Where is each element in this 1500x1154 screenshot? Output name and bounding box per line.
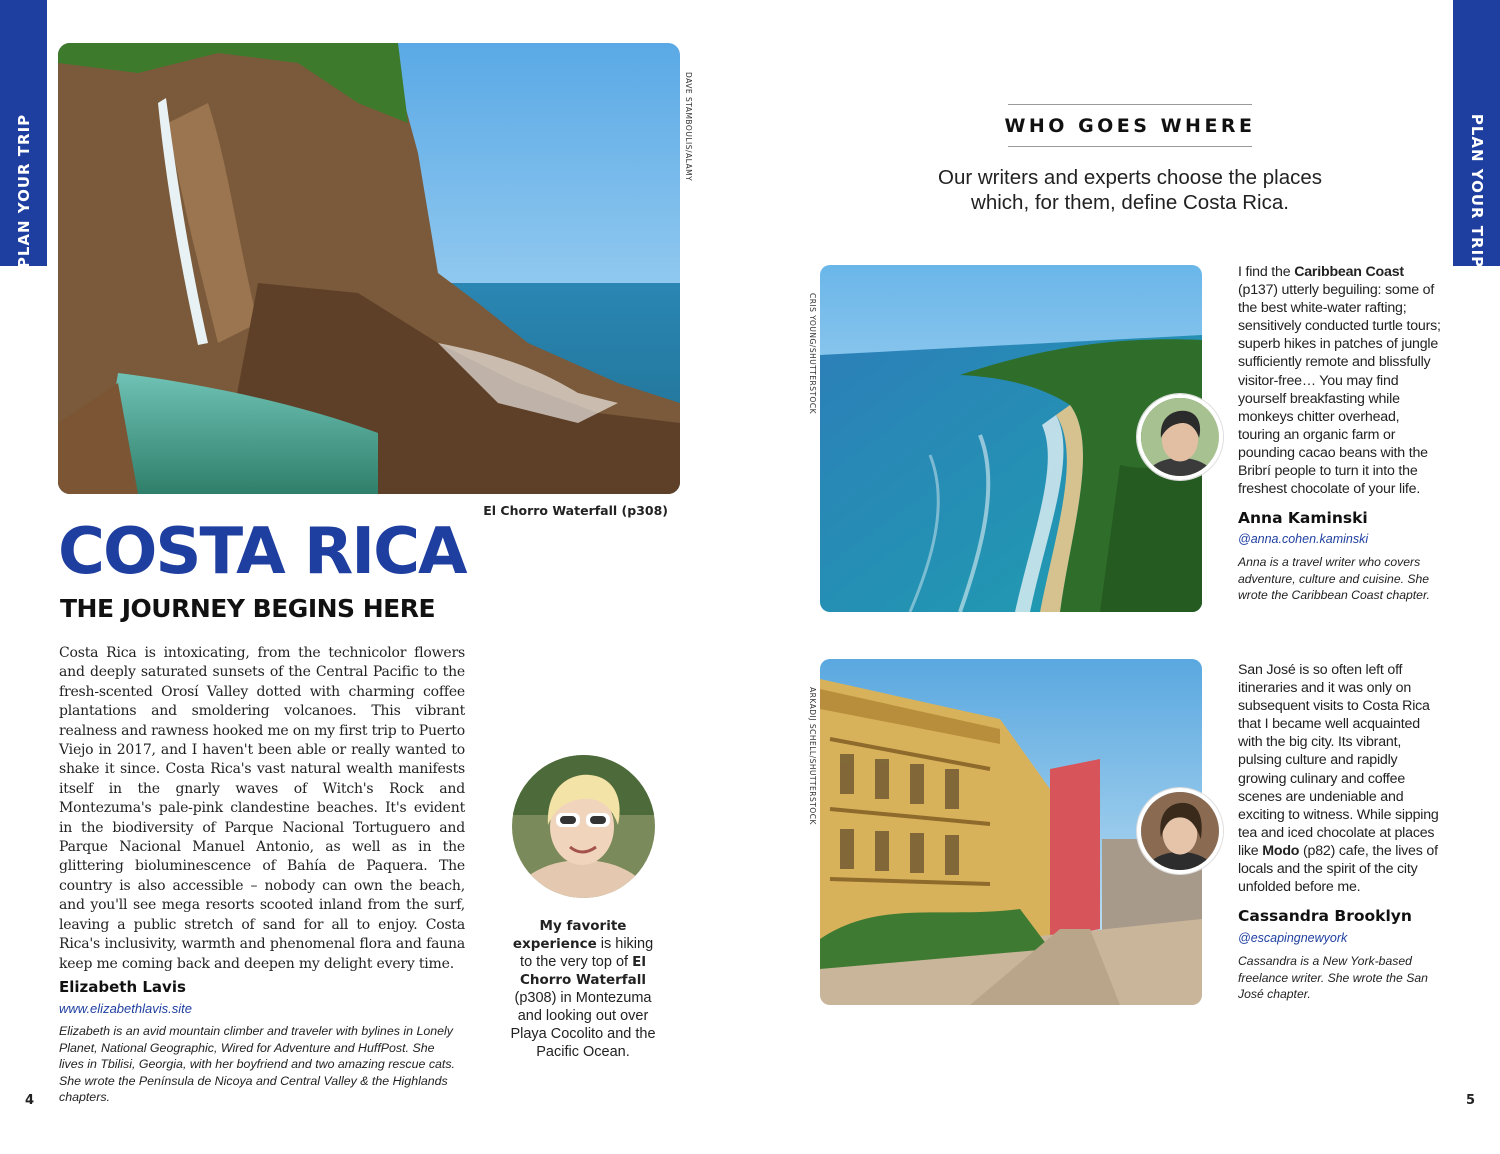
tab-label: PLAN YOUR TRIP [14,113,33,269]
author-bio: Cassandra is a New York-based freelance writer. She wrote the San José chapter. [1238,954,1428,1002]
author-avatar [1137,788,1223,874]
author-name: Elizabeth Lavis [59,978,186,996]
story-text-1: San José is so often left off itineraries and it was only on subsequent visits to Costa Rica that I became well acquainted with the big city. Its vibrant, pulsing culture and rapidly growing culinary and coffee scenes are undeniable and exciting to witness. While sipping tea and iced chocolate at places like [1238,662,1439,859]
plan-your-trip-tab-left [0,0,47,269]
story-highlight: Modo [1262,842,1300,859]
section-intro [905,165,1355,215]
section-heading: WHO GOES WHERE [1004,115,1256,137]
author-bio: Elizabeth is an avid mountain climber and traveler with bylines in Lonely Planet, National Geographic, Wired for Adventure and HuffPost. She lives in Tbilisi, Georgia, with her boyfriend and two amazing rescue cats. She wrote the Península de Nicoya and Central Valley & the Highlands chapters. [59,1024,455,1105]
author-name: Cassandra Brooklyn [1238,907,1412,925]
intro-paragraph: Costa Rica is intoxicating, from the technicolor flowers and deeply saturated sunsets of the Central Pacific to the fresh-scented Orosí Valley dotted with charming coffee plantations and smoldering volcanoes. This vibrant realness and rawness hooked me on my first trip to Puerto Viejo in 2017, and I haven't been able or really wanted to shake it since. Costa Rica's vast natural wealth manifests itself in the gnarly waves of Witch's Rock and Montezuma's pale-pink clandestine beaches. It's evident in the biodiversity of Parque Nacional Tortuguero and Parque Nacional Manuel Antonio, as well as in the glittering bioluminescence of Bahía de Paquera. The country is also accessible – nobody can own the beach, and you'll see mega resorts scooted inland from the surf, leaving a public stretch of sand for all to enjoy. Costa Rica's inclusivity, warmth and phenomenal flora and fauna keep me coming back and deepen my delight every time. [59,645,465,972]
photo-credit: DAVE STAMBOULIS/ALAMY [684,72,693,182]
photo-credit: ARKADIJ SCHELL/SHUTTERSTOCK [808,687,817,825]
section-intro-line-1: Our writers and experts choose the places [938,166,1322,189]
favorite-text-2: (p308) in Montezuma and looking out over Playa Cocolito and the Pacific Ocean. [510,990,656,1060]
page-subtitle: THE JOURNEY BEGINS HERE [60,594,436,623]
author-avatar [512,755,655,898]
author-handle-link[interactable]: @anna.cohen.kaminski [1238,532,1369,546]
tab-label: PLAN YOUR TRIP [1467,113,1486,269]
photo-caption: El Chorro Waterfall (p308) [483,503,668,518]
photo-credit: CRIS YOUNG/SHUTTERSTOCK [808,293,817,415]
favorite-experience [505,917,661,1061]
author-bio: Anna is a travel writer who covers adventure, culture and cuisine. She wrote the Caribbean Coast chapter. [1238,555,1430,603]
story-text [1238,263,1443,498]
plan-your-trip-tab-right [1453,0,1500,269]
author-handle-link[interactable]: @escapingnewyork [1238,931,1348,945]
story-text [1238,661,1443,896]
favorite-label: My favorite experience [512,918,627,952]
author-avatar [1137,394,1223,480]
heading-rule-bottom [1008,146,1252,147]
heading-rule-top [1008,104,1252,105]
story-text-2: (p82) cafe, the lives of locals and the spirit of the city unfolded before me. [1238,842,1438,896]
waterfall-photo [58,43,680,494]
section-intro-line-2: which, for them, define Costa Rica. [971,191,1289,214]
page-number-left: 4 [25,1093,35,1108]
favorite-highlight: El Chorro Waterfall [519,954,647,988]
author-website-link[interactable]: www.elizabethlavis.site [59,1001,192,1016]
favorite-text-1: is hiking to the very top of [520,936,654,970]
story-highlight: Caribbean Coast [1294,264,1404,280]
story-text-2: (p137) utterly beguiling: some of the best white-water rafting; sensitively conducted turtle tours; superb hikes in patches of jungle sufficiently remote and blissfully visitor-free… You may find yourself breakfasting while monkeys chitter overhead, touring an organic farm or pounding cacao beans with the Bribrí people to turn it into the freshest chocolate of your life. [1238,282,1441,498]
author-name: Anna Kaminski [1238,509,1368,527]
story-text-1: I find the [1238,264,1291,280]
page-title: COSTA RICA [58,515,466,589]
page-number-right: 5 [1466,1093,1476,1108]
